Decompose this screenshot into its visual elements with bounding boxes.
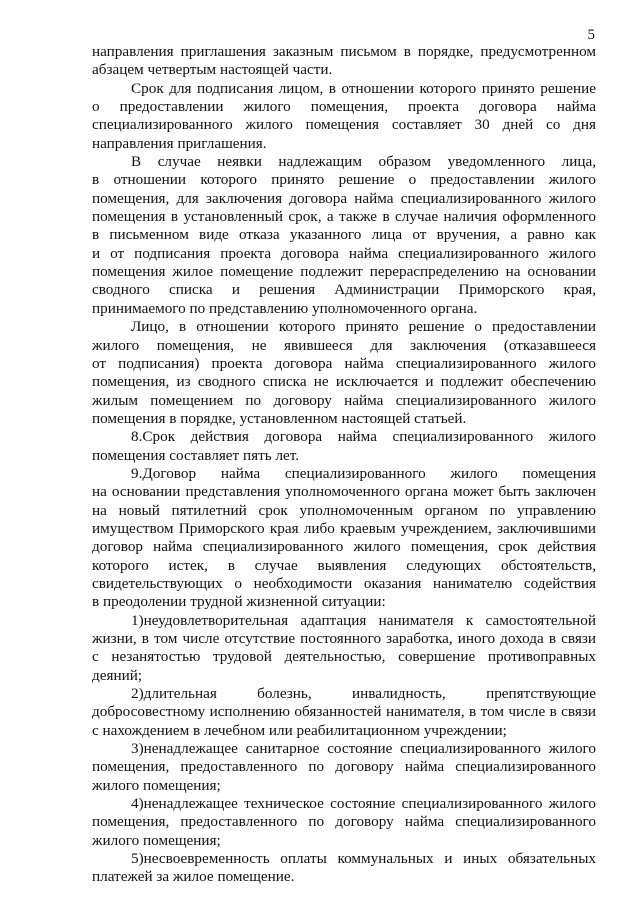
text-line: 9.Договор найма специализированного жилого помещения <box>131 464 596 482</box>
text-line: помещения, предоставленного по договору найма специализированного <box>92 758 596 776</box>
text-line: с незанятостью трудовой деятельностью, совершение противоправных <box>92 648 596 666</box>
text-line: имуществом Приморского края либо краевым учреждением, заключившими <box>92 519 596 537</box>
text-line: о предоставлении жилого помещения, проекта договора найма <box>92 98 596 116</box>
text-line: добросовестному исполнению обязанностей нанимателя, в том числе в связи <box>92 703 596 721</box>
text-line: помещения составляет пять лет. <box>92 446 300 464</box>
text-line: от подписания) проекта договора найма специализированного жилого <box>92 354 596 372</box>
text-line: платежей за жилое помещение. <box>92 868 295 886</box>
text-line: 1)неудовлетворительная адаптация нанимателя к самостоятельной <box>131 611 596 629</box>
text-line: жилым помещением по договору найма специализированного жилого <box>92 391 596 409</box>
text-line: помещения, из сводного списка не исключается и подлежит обеспечению <box>92 373 596 391</box>
paragraph <box>92 850 596 887</box>
text-line: жилого помещения, не явившееся для заключения (отказавшееся <box>92 336 596 354</box>
text-line: помещения в порядке, установленном настоящей статьей. <box>92 409 467 427</box>
text-line: которого истек, в случае выявления следующих обстоятельств, <box>92 556 596 574</box>
text-line: с нахождением в лечебном или реабилитационном учреждении; <box>92 721 507 739</box>
text-line: помещения, предоставленного по договору найма специализированного <box>92 813 596 831</box>
text-line: свидетельствующих о необходимости оказания нанимателю содействия <box>92 574 596 592</box>
text-line: 4)ненадлежащее техническое состояние специализированного жилого <box>131 795 596 813</box>
text-line: помещения жилое помещение подлежит перераспределению на основании <box>92 263 596 281</box>
page-number: 5 <box>587 27 595 43</box>
text-line: в отношении которого принято решение о предоставлении жилого <box>92 171 596 189</box>
text-line: 2)длительная болезнь, инвалидность, препятствующие <box>131 685 596 703</box>
text-line: принимаемого по представлению уполномоченного органа. <box>92 299 478 317</box>
text-line: Срок для подписания лицом, в отношении которого принято решение <box>131 79 596 97</box>
text-line: В случае неявки надлежащим образом уведомленного лица, <box>131 153 596 171</box>
text-line: жилого помещения; <box>92 776 221 794</box>
text-line: 8.Срок действия договора найма специализированного жилого <box>131 428 596 446</box>
text-line: 3)ненадлежащее санитарное состояние специализированного жилого <box>131 740 596 758</box>
paragraph <box>92 80 596 153</box>
text-line: Лицо, в отношении которого принято решение о предоставлении <box>131 318 596 336</box>
paragraph <box>92 612 596 685</box>
text-line: 5)несвоевременность оплаты коммунальных и иных обязательных <box>131 850 596 868</box>
paragraph <box>92 43 596 80</box>
text-line: направления приглашения. <box>92 134 267 152</box>
paragraph <box>92 685 596 740</box>
text-line: в письменном виде отказа указанного лица от вручения, а равно как <box>92 226 596 244</box>
text-line: в преодолении трудной жизненной ситуации: <box>92 593 386 611</box>
text-line: направления приглашения заказным письмом в порядке, предусмотренном <box>92 43 596 60</box>
text-line: и от подписания проекта договора найма специализированного жилого <box>92 244 596 262</box>
paragraph <box>92 428 596 465</box>
paragraph <box>92 465 596 612</box>
paragraph <box>92 740 596 795</box>
text-line: жилого помещения; <box>92 831 221 849</box>
text-line: сводного списка и решения Администрации Приморского края, <box>92 281 596 299</box>
text-line: специализированного жилого помещения составляет 30 дней со дня <box>92 116 596 134</box>
paragraph <box>92 795 596 850</box>
text-line: договор найма специализированного жилого помещения, срок действия <box>92 538 596 556</box>
text-line: деяний; <box>92 666 143 684</box>
text-line: абзацем четвертым настоящей части. <box>92 61 333 79</box>
document-body <box>92 43 596 887</box>
text-line: помещения, для заключения договора найма специализированного жилого <box>92 189 596 207</box>
text-line: помещения в установленный срок, а также в случае наличия оформленного <box>92 208 596 226</box>
text-line: на новый пятилетний срок уполномоченным органом по управлению <box>92 501 596 519</box>
text-line: на основании представления уполномоченного органа может быть заключен <box>92 483 596 501</box>
text-line: жизни, в том числе отсутствие постоянного заработка, иного дохода в связи <box>92 630 596 647</box>
paragraph <box>92 318 596 428</box>
paragraph <box>92 153 596 318</box>
